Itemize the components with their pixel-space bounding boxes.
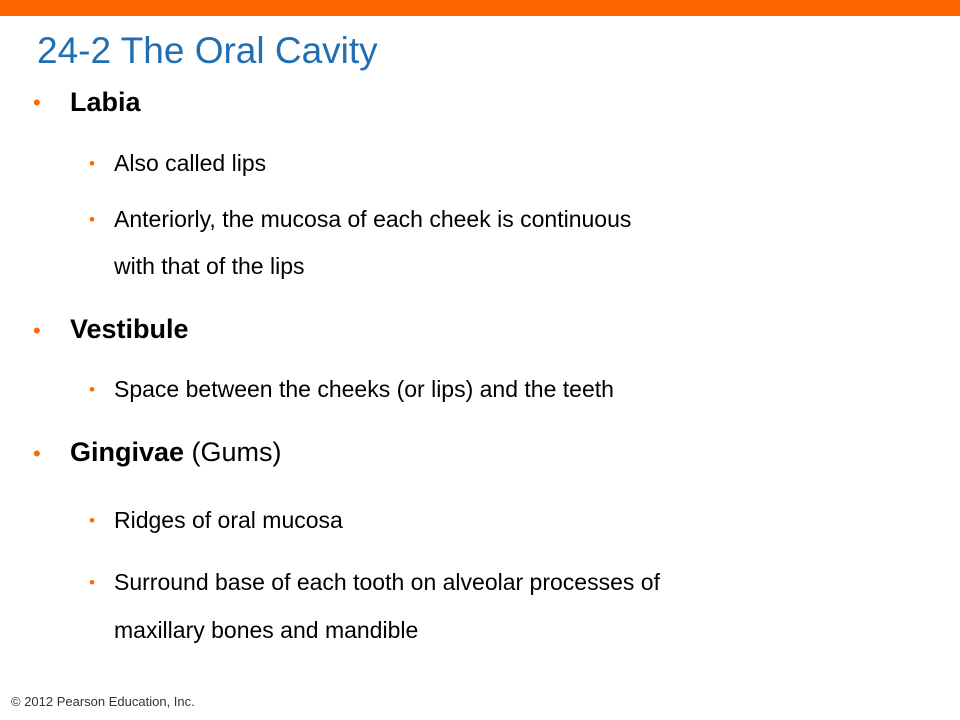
top-accent-bar — [0, 0, 960, 16]
bullet-icon: • — [33, 318, 41, 343]
heading-labia — [70, 86, 141, 118]
bullet-icon: • — [33, 441, 41, 466]
list-item-anteriorly-line-2: with that of the lips — [114, 253, 305, 279]
heading-vestibule — [70, 313, 189, 345]
list-item-space-between: Space between the cheeks (or lips) and the teeth — [114, 376, 614, 402]
list-item-surround-line-2: maxillary bones and mandible — [114, 617, 419, 643]
bullet-icon: • — [89, 210, 95, 229]
list-item-ridges: Ridges of oral mucosa — [114, 507, 343, 533]
bullet-icon: • — [89, 380, 95, 399]
slide-title: 24-2 The Oral Cavity — [37, 30, 378, 71]
bullet-icon: • — [89, 511, 95, 530]
list-item-surround-line-1: Surround base of each tooth on alveolar processes of — [114, 569, 660, 595]
list-item-anteriorly-line-1: Anteriorly, the mucosa of each cheek is continuous — [114, 206, 632, 232]
bullet-icon: • — [89, 154, 95, 173]
heading-gingivae-suffix: (Gums) — [184, 437, 282, 467]
heading-vestibule-text: Vestibule — [70, 314, 189, 344]
heading-gingivae-text: Gingivae — [70, 437, 185, 467]
heading-gingivae — [70, 436, 282, 468]
bullet-icon: • — [33, 90, 41, 115]
list-item-also-called-lips: Also called lips — [114, 150, 267, 176]
copyright-footer: © 2012 Pearson Education, Inc. — [11, 694, 195, 709]
bullet-icon: • — [89, 573, 95, 592]
heading-labia-text: Labia — [70, 87, 141, 117]
